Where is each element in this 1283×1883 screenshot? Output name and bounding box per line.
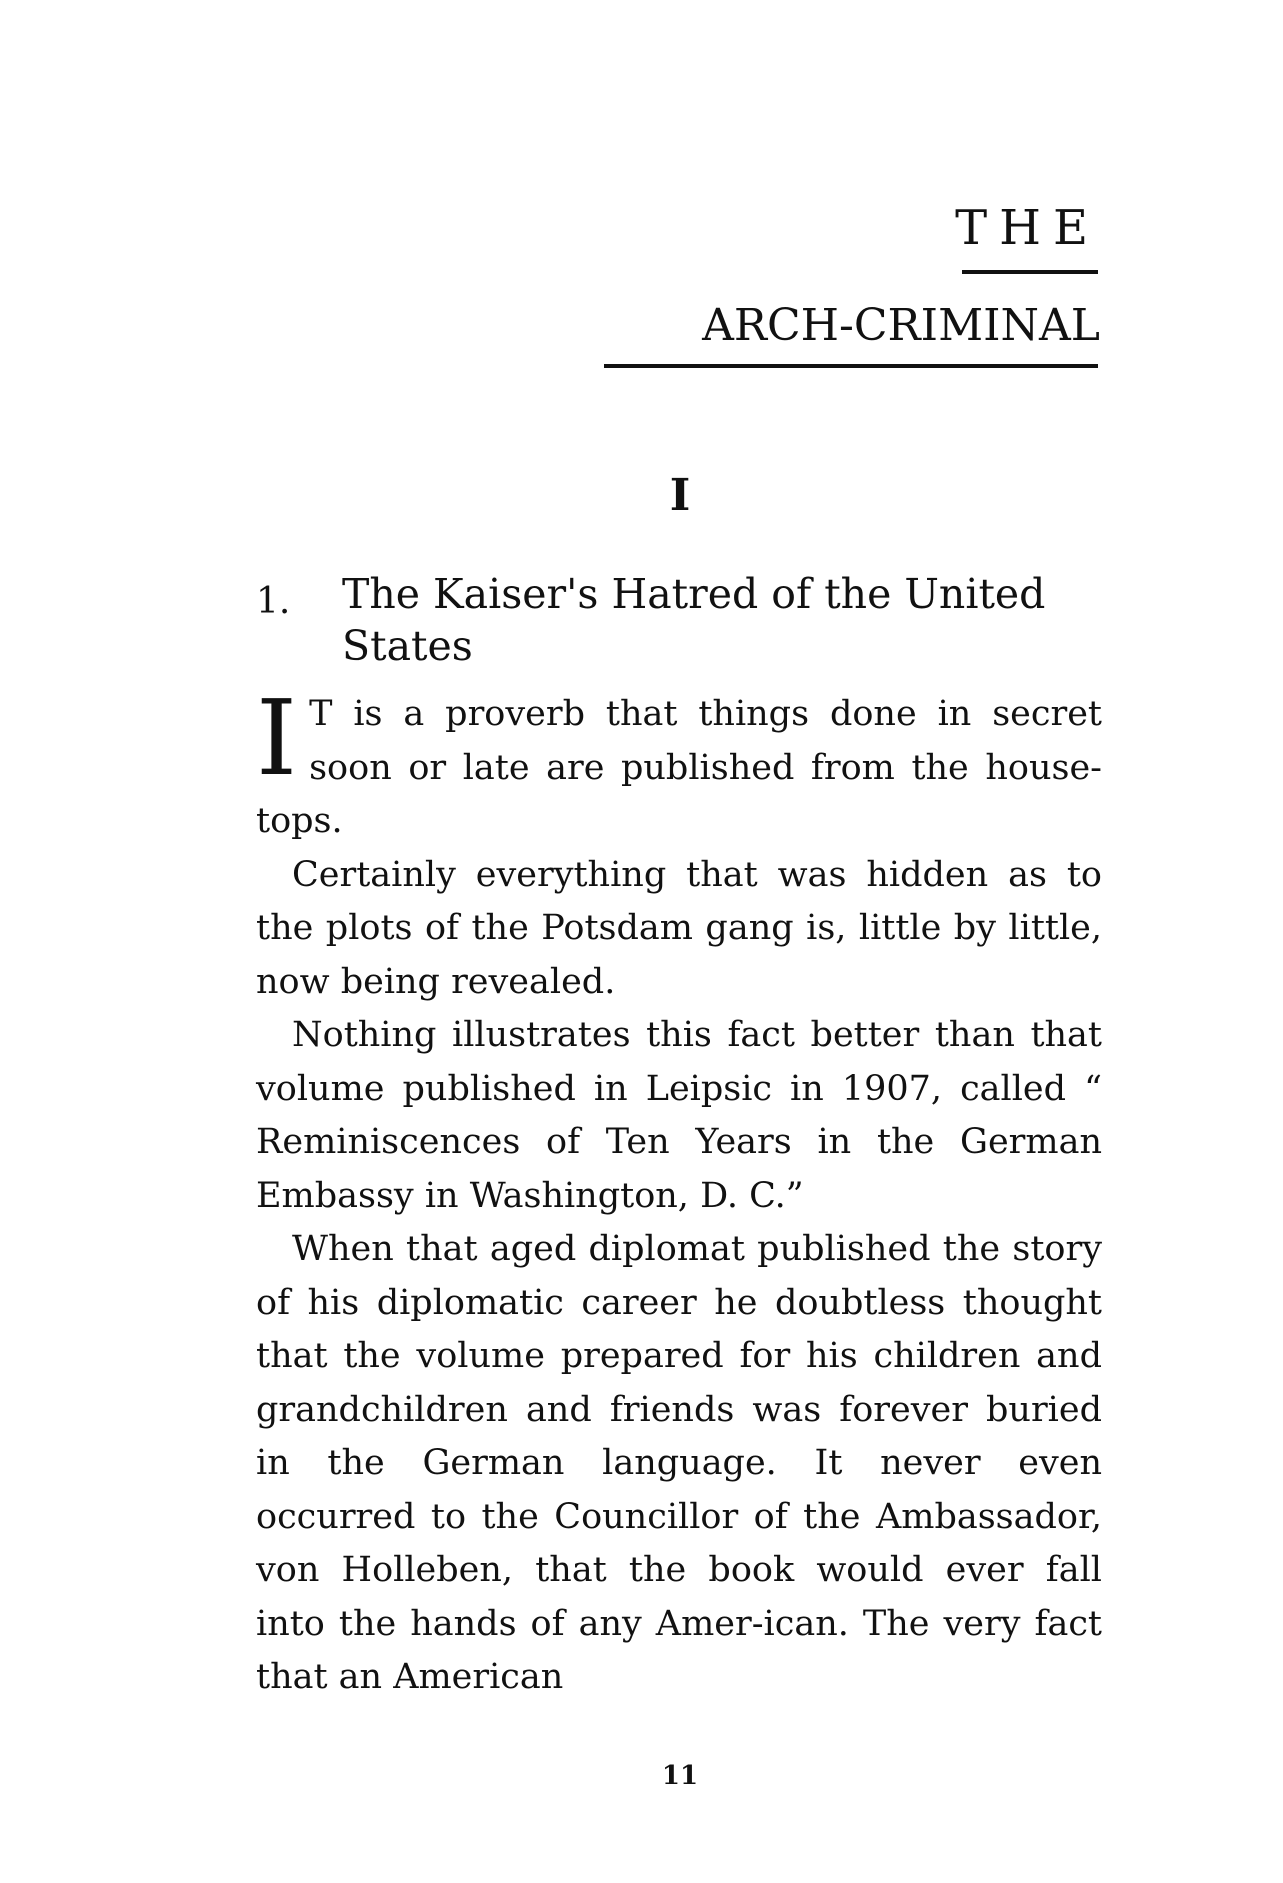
title-rule-long [604, 364, 1098, 368]
section-title: The Kaiser's Hatred of the United States [342, 570, 1046, 670]
section-number: 1. [256, 581, 291, 622]
paragraph-2: Certainly everything that was hidden as to the plots of the Potsdam gang is, little by little, now being revealed. [256, 854, 1102, 1002]
body-text [256, 677, 1102, 1705]
drop-cap: I [256, 677, 298, 799]
book-title: ARCH-CRIMINAL [702, 300, 1100, 351]
paragraph-3: Nothing illustrates this fact better than that volume published in Leipsic in 1907, called “ Reminiscences of Ten Years in the German Embassy in Washington, D. C.” [256, 1015, 1102, 1216]
title-rule-short [962, 270, 1098, 274]
chapter-number: I [669, 470, 691, 521]
paragraph-4: When that aged diplomat published the story of his diplomatic career he doubtless thought that the volume prepared for his children and grandchildren and friends was forever buried in the German language. It never even occurred to the Councillor of the Ambassador, von Holleben, that the book would ever fall into the hands of any Amer-ican. The very fact that an American [256, 1229, 1102, 1697]
page-number: 11 [661, 1761, 699, 1791]
title-the: THE [955, 200, 1100, 256]
paragraph-1 [256, 677, 1102, 849]
paragraph-1-text: T is a proverb that things done in secret soon or late are published from the house-tops. [256, 694, 1102, 841]
